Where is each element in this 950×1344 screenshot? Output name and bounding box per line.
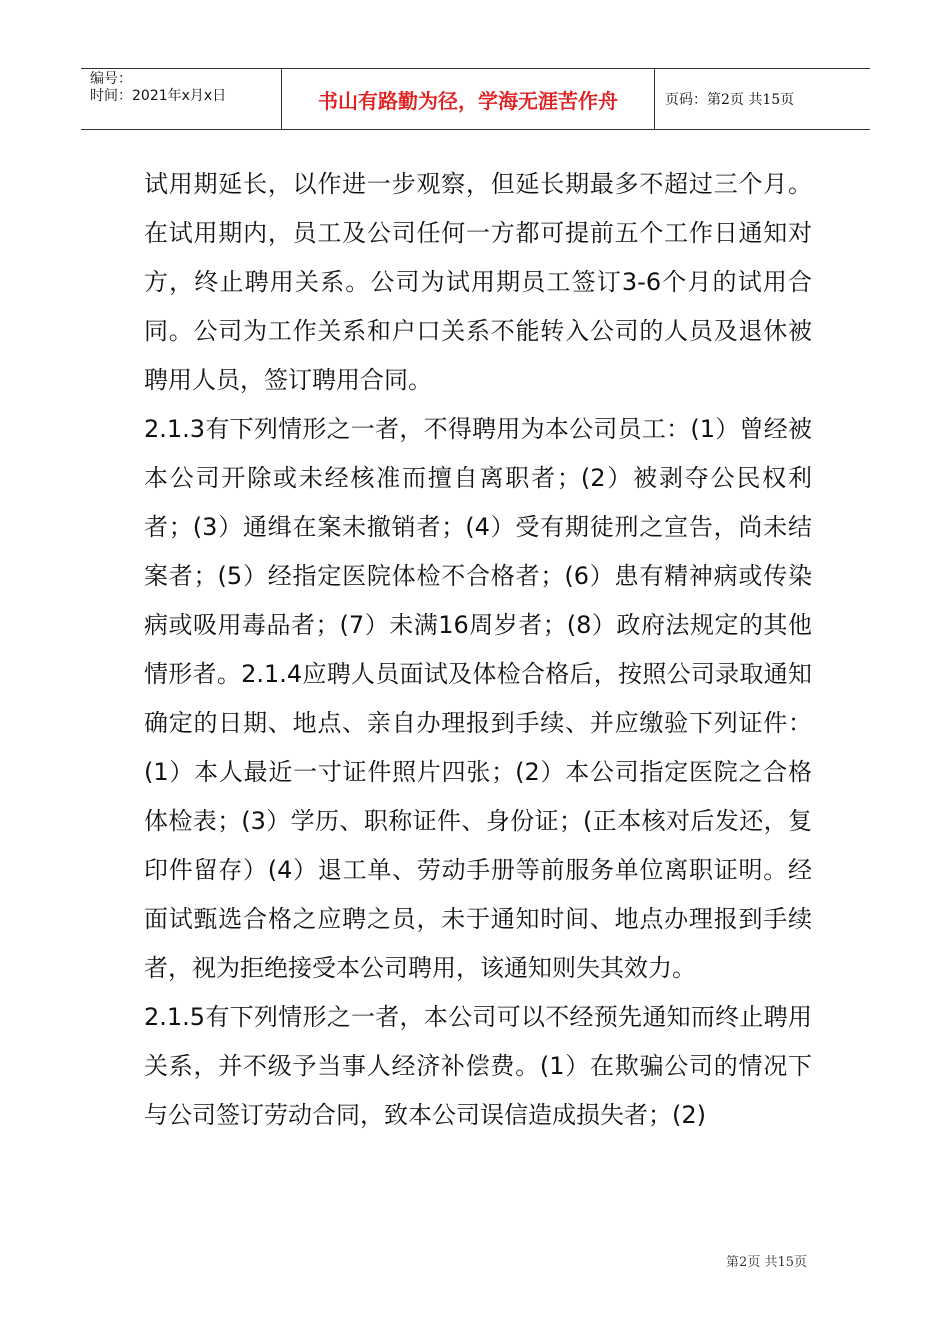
header-meta	[81, 69, 281, 129]
document-body	[144, 160, 812, 1140]
date-label: 时间：2021年x月x日	[90, 88, 227, 104]
header-motto: 书山有路勤为径，学海无涯苦作舟	[281, 69, 655, 129]
paragraph: 2.1.3有下列情形之一者，不得聘用为本公司员工：(1）曾经被本公司开除或未经核准而擅自离职者；(2）被剥夺公民权利者；(3）通缉在案未撤销者；(4）受有期徒刑之宣告，尚未结案者；(5）经指定医院体检不合格者；(6）患有精神病或传染病或吸用毒品者；(7）未满16周岁者；(8）政府法规定的其他情形者。2.1.4应聘人员面试及体检合格后，按照公司录取通知确定的日期、地点、亲自办理报到手续、并应缴验下列证件：(1）本人最近一寸证件照片四张；(2）本公司指定医院之合格体检表；(3）学历、职称证件、身份证；(正本核对后发还，复印件留存）(4）退工单、劳动手册等前服务单位离职证明。经面试甄选合格之应聘之员，未于通知时间、地点办理报到手续者，视为拒绝接受本公司聘用，该通知则失其效力。	[144, 415, 812, 982]
page-header	[81, 68, 870, 130]
number-label: 编号：	[90, 71, 132, 87]
paragraph: 试用期延长，以作进一步观察，但延长期最多不超过三个月。在试用期内，员工及公司任何一方都可提前五个工作日通知对方，终止聘用关系。公司为试用期员工签订3-6个月的试用合同。公司为工作关系和户口关系不能转入公司的人员及退休被聘用人员，签订聘用合同。	[144, 170, 812, 394]
paragraph: 2.1.5有下列情形之一者，本公司可以不经预先通知而终止聘用关系，并不级予当事人经济补偿费。(1）在欺骗公司的情况下与公司签订劳动合同，致本公司误信造成损失者；(2)	[144, 1003, 812, 1129]
header-page-number: 页码：第2页 共15页	[665, 92, 795, 108]
footer-page-number: 第2页 共15页	[726, 1255, 807, 1270]
